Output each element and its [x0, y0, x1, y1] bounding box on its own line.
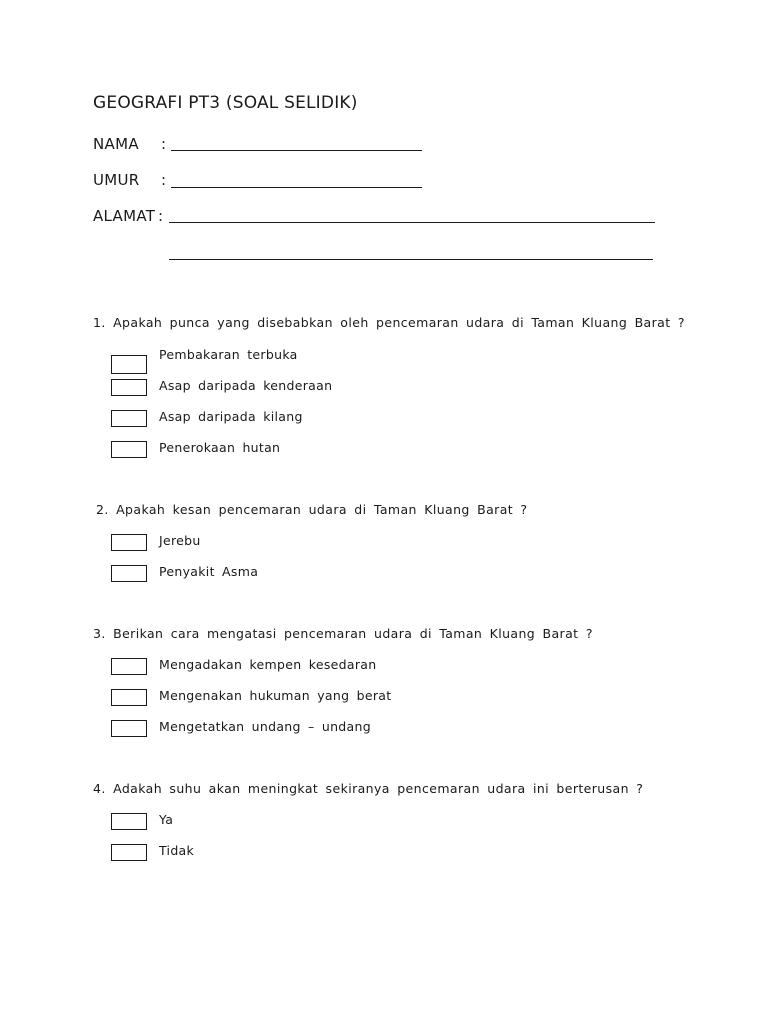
- q2-option-2-label: Penyakit Asma: [159, 564, 259, 579]
- q3-option-1-label: Mengadakan kempen kesedaran: [159, 657, 377, 672]
- nama-field[interactable]: [171, 150, 422, 151]
- q3-option-3-checkbox[interactable]: [111, 720, 147, 737]
- q2-option-1-label: Jerebu: [159, 533, 201, 548]
- umur-colon: :: [161, 171, 167, 189]
- q3-option-1-checkbox[interactable]: [111, 658, 147, 675]
- umur-label: UMUR: [93, 171, 140, 189]
- q1-option-1-label: Pembakaran terbuka: [159, 347, 298, 362]
- alamat-label: ALAMAT: [93, 207, 156, 225]
- umur-field[interactable]: [171, 187, 422, 188]
- q3-option-2-checkbox[interactable]: [111, 689, 147, 706]
- question-2: 2. Apakah kesan pencemaran udara di Taman Kluang Barat ?: [96, 502, 528, 517]
- q1-option-2-label: Asap daripada kenderaan: [159, 378, 333, 393]
- nama-colon: :: [161, 135, 167, 153]
- q1-option-2-checkbox[interactable]: [111, 379, 147, 396]
- q1-option-4-label: Penerokaan hutan: [159, 440, 281, 455]
- q2-option-2-checkbox[interactable]: [111, 565, 147, 582]
- alamat-field-line-1[interactable]: [169, 222, 655, 223]
- page-title: GEOGRAFI PT3 (SOAL SELIDIK): [93, 93, 358, 113]
- q1-option-1-checkbox[interactable]: [111, 355, 147, 374]
- nama-label: NAMA: [93, 135, 139, 153]
- question-3: 3. Berikan cara mengatasi pencemaran udara di Taman Kluang Barat ?: [93, 626, 593, 641]
- q3-option-2-label: Mengenakan hukuman yang berat: [159, 688, 392, 703]
- question-4: 4. Adakah suhu akan meningkat sekiranya pencemaran udara ini berterusan ?: [93, 781, 644, 796]
- q1-option-3-checkbox[interactable]: [111, 410, 147, 427]
- question-1: 1. Apakah punca yang disebabkan oleh pencemaran udara di Taman Kluang Barat ?: [93, 315, 685, 330]
- alamat-field-line-2[interactable]: [169, 259, 653, 260]
- q4-option-1-checkbox[interactable]: [111, 813, 147, 830]
- q1-option-3-label: Asap daripada kilang: [159, 409, 303, 424]
- alamat-colon: :: [158, 207, 164, 225]
- q4-option-2-label: Tidak: [159, 843, 195, 858]
- q2-option-1-checkbox[interactable]: [111, 534, 147, 551]
- q1-option-4-checkbox[interactable]: [111, 441, 147, 458]
- q3-option-3-label: Mengetatkan undang – undang: [159, 719, 371, 734]
- q4-option-2-checkbox[interactable]: [111, 844, 147, 861]
- q4-option-1-label: Ya: [159, 812, 174, 827]
